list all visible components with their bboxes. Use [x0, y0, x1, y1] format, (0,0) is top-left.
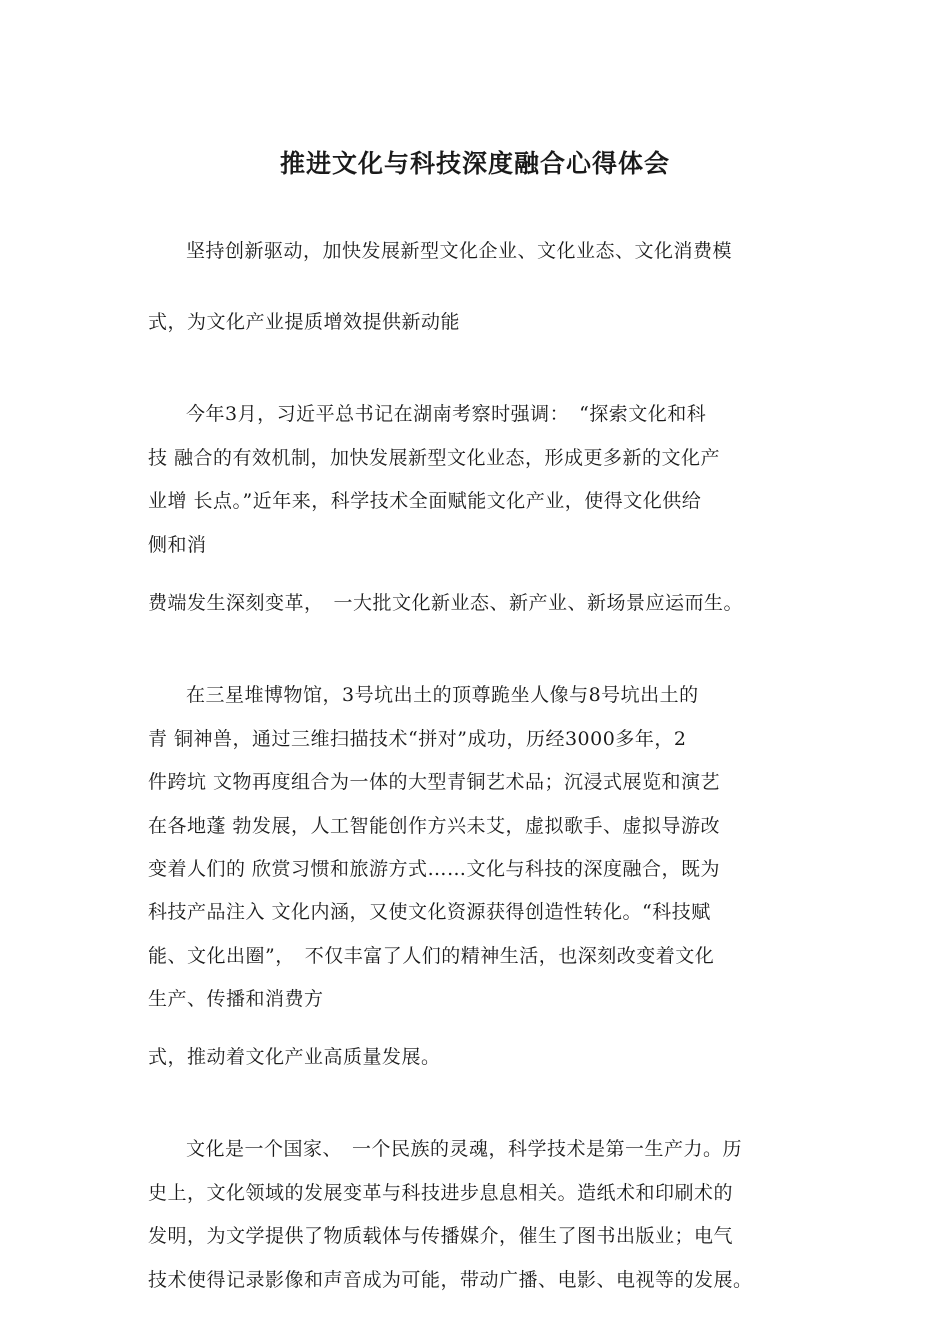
text-line: 技 融合的有效机制，加快发展新型文化业态，形成更多新的文化产 [148, 447, 721, 469]
text-line: 业增 长点。”近年来，科学技术全面赋能文化产业，使得文化供给 [148, 490, 702, 512]
text-line: 变着人们的 欣赏习惯和旅游方式……文化与科技的深度融合，既为 [148, 858, 721, 880]
text-line: 在三星堆博物馆，3号坑出土的顶尊跪坐人像与8号坑出土的 [186, 684, 699, 706]
text-line: 坚持创新驱动，加快发展新型文化企业、文化业态、文化消费模 [186, 240, 733, 262]
text-line: 式，为文化产业提质增效提供新动能 [148, 311, 461, 333]
text-line: 侧和消 [148, 534, 207, 556]
text-line: 能、文化出圈”， 不仅丰富了人们的精神生活，也深刻改变着文化 [148, 945, 715, 967]
document-title: 推进文化与科技深度融合心得体会 [279, 149, 670, 178]
text-line: 费端发生深刻变革， 一大批文化新业态、新产业、新场景应运而生。 [148, 592, 744, 614]
text-line: 生产、传播和消费方 [148, 988, 324, 1010]
text-line: 在各地蓬 勃发展，人工智能创作方兴未艾，虚拟歌手、虚拟导游改 [148, 815, 721, 837]
text-line: 科技产品注入 文化内涵，又使文化资源获得创造性转化。“科技赋 [148, 901, 711, 923]
text-line: 技术使得记录影像和声音成为可能，带动广播、电影、电视等的发展。 [148, 1269, 753, 1291]
text-line: 今年3月，习近平总书记在湖南考察时强调： “探索文化和科 [186, 403, 707, 425]
text-line: 文化是一个国家、 一个民族的灵魂，科学技术是第一生产力。历 [186, 1138, 743, 1160]
text-line: 发明，为文学提供了物质载体与传播媒介，催生了图书出版业；电气 [148, 1225, 734, 1247]
text-line: 式，推动着文化产业高质量发展。 [148, 1046, 441, 1068]
text-line: 史上，文化领域的发展变革与科技进步息息相关。造纸术和印刷术的 [148, 1182, 734, 1204]
text-line: 青 铜神兽，通过三维扫描技术“拼对”成功，历经3000多年，2 [148, 728, 687, 750]
text-line: 件跨坑 文物再度组合为一体的大型青铜艺术品；沉浸式展览和演艺 [148, 771, 721, 793]
